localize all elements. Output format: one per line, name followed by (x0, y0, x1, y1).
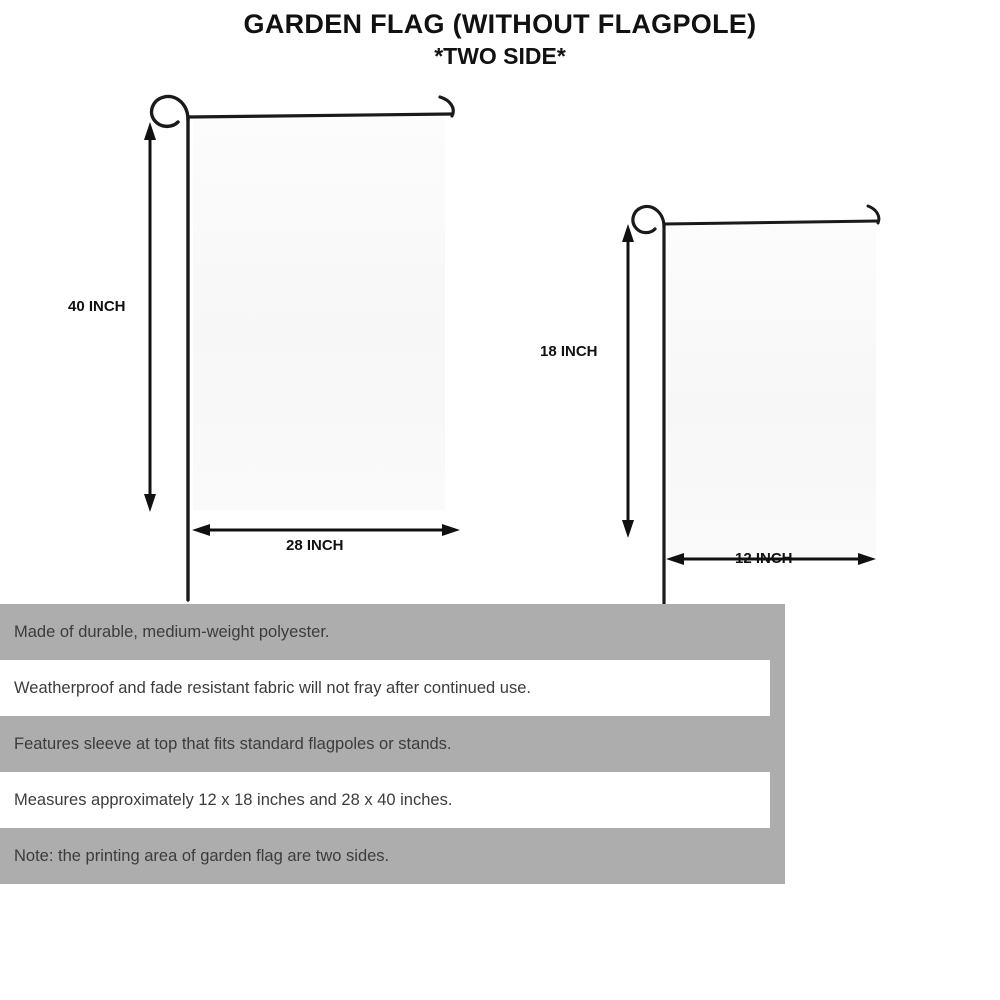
title-secondary: *TWO SIDE* (434, 43, 566, 69)
feature-text: Measures approximately 12 x 18 inches and 28 x 40 inches. (14, 790, 453, 809)
small-flag-height-label: 18 INCH (540, 343, 598, 360)
title-primary: GARDEN FLAG (WITHOUT FLAGPOLE) (243, 9, 757, 39)
feature-text: Weatherproof and fade resistant fabric will not fray after continued use. (14, 678, 531, 697)
feature-text: Features sleeve at top that fits standard flagpoles or stands. (14, 734, 452, 753)
list-item (0, 716, 785, 772)
large-flag-height-label: 40 INCH (68, 298, 126, 315)
small-flag-width-label: 12 INCH (735, 550, 793, 567)
list-item (0, 828, 785, 884)
large-flag-stand (152, 96, 454, 600)
large-flag-width-label: 28 INCH (286, 537, 344, 554)
large-flag-width-arrow (192, 524, 460, 536)
feature-list (0, 604, 785, 884)
feature-text: Note: the printing area of garden flag are two sides. (14, 846, 390, 865)
small-flag-height-arrow (622, 224, 634, 538)
list-item (0, 660, 785, 716)
list-item (0, 772, 785, 828)
feature-text: Made of durable, medium-weight polyester. (14, 622, 330, 641)
large-flag-height-arrow (144, 122, 156, 512)
list-item (0, 604, 785, 660)
